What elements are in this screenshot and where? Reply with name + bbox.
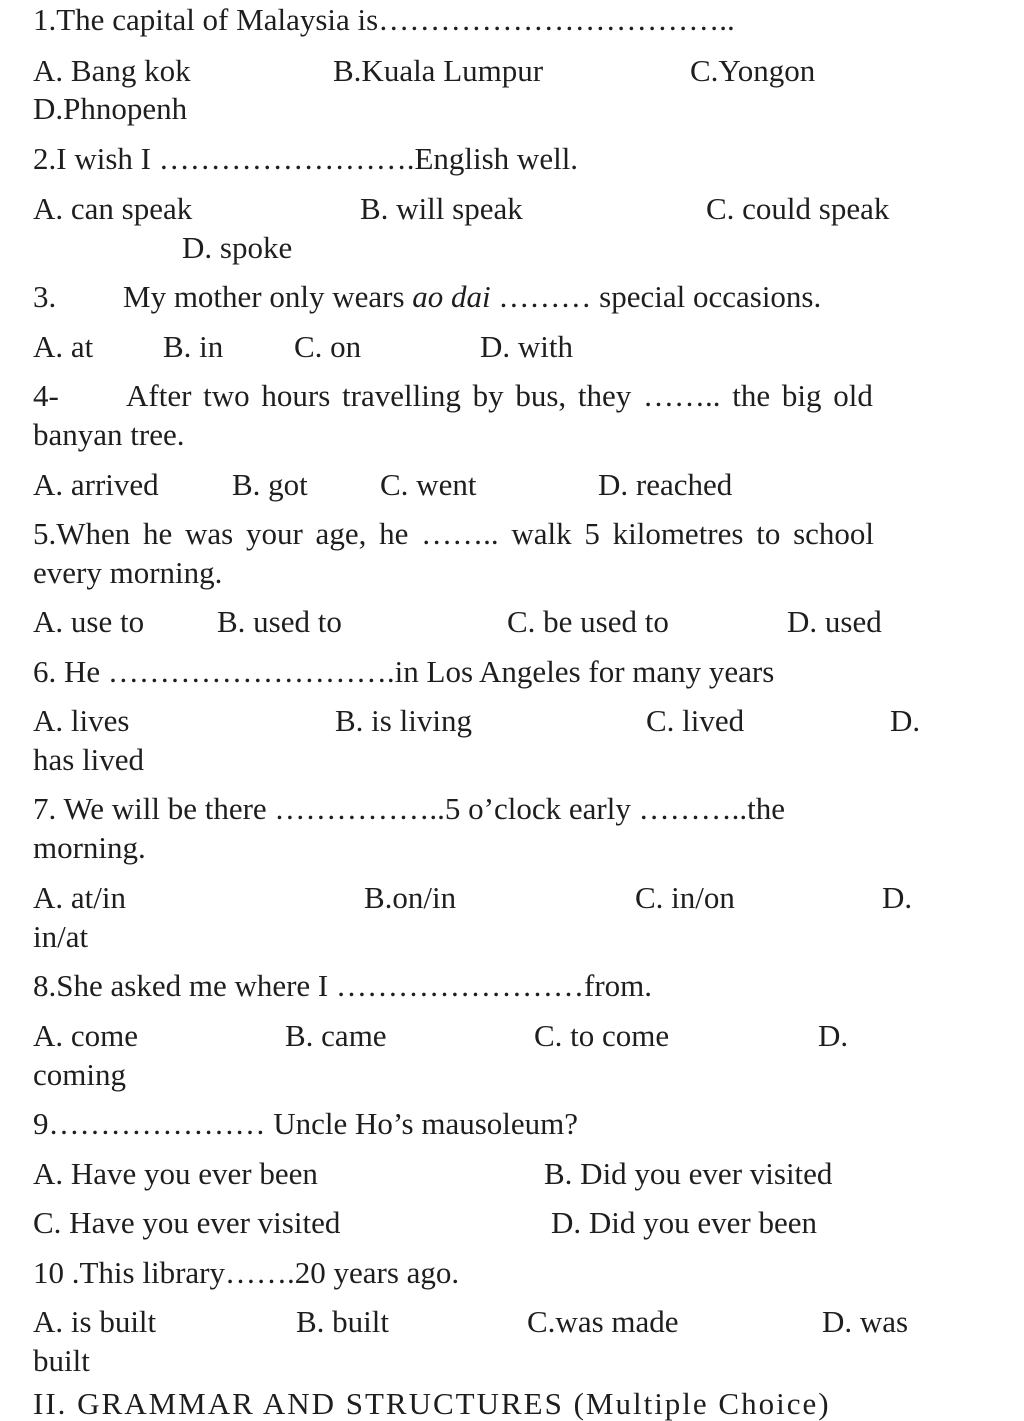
q3-stem-italic: ao dai [412, 279, 491, 314]
question-5-stem-cont: every morning. [33, 555, 223, 590]
q2-option-c: C. could speak [706, 191, 890, 226]
q6-option-d-label: D. [890, 703, 921, 738]
question-3-stem [123, 281, 821, 312]
q10-option-d-label: D. was [822, 1304, 909, 1339]
q7-option-c: C. in/on [635, 880, 735, 915]
question-10-stem: 10 .This library…….20 years ago. [33, 1255, 460, 1290]
q7-option-a: A. at/in [33, 880, 126, 915]
q10-option-a: A. is built [33, 1304, 157, 1339]
q4-option-d: D. reached [598, 467, 733, 502]
q2-option-b: B. will speak [360, 191, 523, 226]
q8-option-b: B. came [285, 1018, 387, 1053]
q9-option-b: B. Did you ever visited [544, 1156, 833, 1191]
q5-option-b: B. used to [217, 604, 342, 639]
q8-option-c: C. to come [534, 1018, 670, 1053]
q9-option-d: D. Did you ever been [551, 1205, 817, 1240]
q5-option-c: C. be used to [507, 604, 669, 639]
question-4-number: 4- [33, 378, 59, 413]
q10-option-d-text: built [33, 1343, 90, 1378]
question-4-stem-cont: banyan tree. [33, 417, 185, 452]
q3-option-a: A. at [33, 329, 94, 364]
question-9-stem: 9………………… Uncle Ho’s mausoleum? [33, 1106, 579, 1141]
question-2-stem: 2.I wish I …………………….English well. [33, 141, 579, 176]
q2-option-a: A. can speak [33, 191, 193, 226]
q1-option-d: D.Phnopenh [33, 91, 188, 126]
question-1-stem: 1.The capital of Malaysia is…………………………….. [33, 2, 735, 37]
q6-option-a: A. lives [33, 703, 130, 738]
q3-stem-part1: My mother only wears [123, 279, 413, 314]
q3-option-c: C. on [294, 329, 362, 364]
q2-option-d: D. spoke [182, 230, 293, 265]
q10-option-c: C.was made [527, 1304, 679, 1339]
q1-option-b: B.Kuala Lumpur [333, 53, 544, 88]
q8-option-a: A. come [33, 1018, 139, 1053]
question-7-stem: 7. We will be there ……………..5 o’clock early ………..the [33, 791, 785, 826]
question-6-stem: 6. He ……………………….in Los Angeles for many years [33, 654, 775, 689]
q4-option-b: B. got [232, 467, 308, 502]
q4-option-c: C. went [380, 467, 477, 502]
q4-option-a: A. arrived [33, 467, 159, 502]
q5-option-d: D. used [787, 604, 882, 639]
question-8-stem: 8.She asked me where I ……………………from. [33, 968, 653, 1003]
q8-option-d-label: D. [818, 1018, 849, 1053]
q6-option-b: B. is living [335, 703, 472, 738]
question-5-stem: 5.When he was your age, he …….. walk 5 kilometres to school [33, 516, 875, 551]
q1-option-a: A. Bang kok [33, 53, 191, 88]
q10-option-b: B. built [296, 1304, 390, 1339]
cut-off-section-heading: II. GRAMMAR AND STRUCTURES (Multiple Choice) [33, 1386, 831, 1421]
q3-option-d: D. with [480, 329, 573, 364]
q7-option-d-text: in/at [33, 919, 89, 954]
q7-option-d-label: D. [882, 880, 913, 915]
q3-option-b: B. in [163, 329, 224, 364]
question-7-stem-cont: morning. [33, 830, 146, 865]
q7-option-b: B.on/in [364, 880, 457, 915]
q3-stem-part2: ……… special occasions. [490, 279, 822, 314]
q6-option-c: C. lived [646, 703, 745, 738]
q9-option-a: A. Have you ever been [33, 1156, 318, 1191]
q5-option-a: A. use to [33, 604, 145, 639]
question-4-stem: After two hours travelling by bus, they …….. the big old [126, 378, 873, 413]
q9-option-c: C. Have you ever visited [33, 1205, 341, 1240]
q8-option-d-text: coming [33, 1057, 126, 1092]
q6-option-d-text: has lived [33, 742, 145, 777]
q1-option-c: C.Yongon [690, 53, 816, 88]
question-3-number: 3. [33, 279, 57, 314]
